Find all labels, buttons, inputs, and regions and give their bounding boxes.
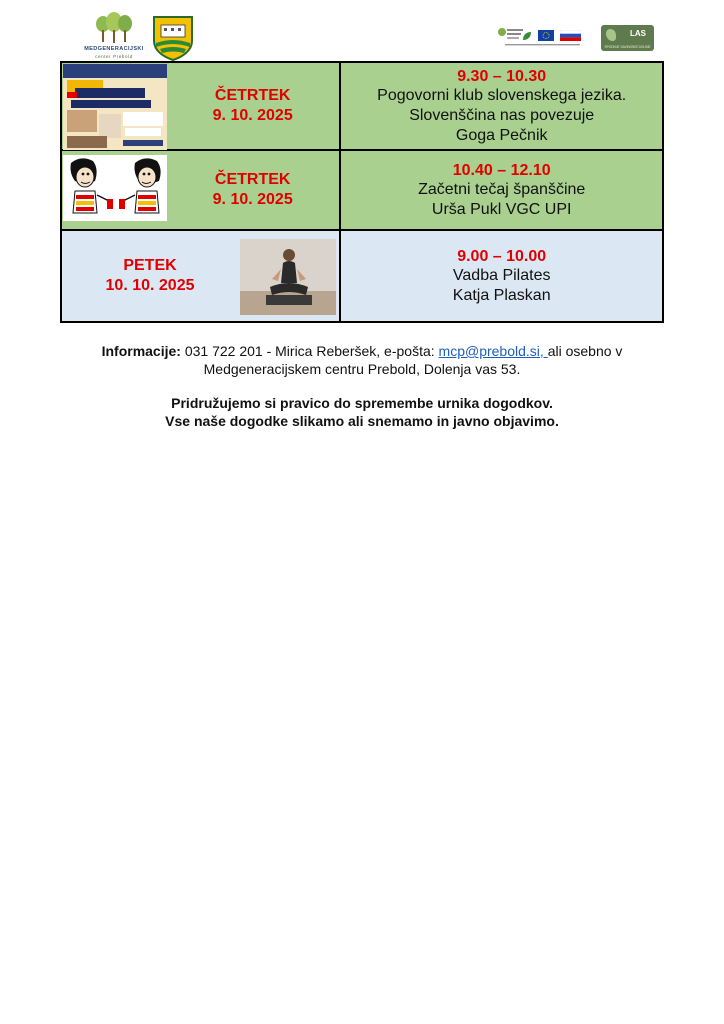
logo-subtitle: center Prebold <box>95 54 133 59</box>
municipality-crest-icon <box>152 15 194 61</box>
las-subtitle: SPODNJE SAVINJSKE DOLINE <box>604 45 651 49</box>
event-details-cell <box>340 150 663 230</box>
cartoon-characters-icon <box>63 155 167 221</box>
event-day: ČETRTEK <box>214 171 291 188</box>
eu-flag-icon <box>538 30 554 41</box>
notice-line-1: Pridružujemo si pravico do spremembe urnika dogodkov. <box>171 395 553 411</box>
yoga-photo-icon <box>240 239 336 315</box>
medgeneracijski-logo <box>84 12 144 62</box>
email-link[interactable]: mcp@prebold.si, <box>438 343 548 359</box>
info-text: 031 722 201 - Mirica Reberšek, e-pošta: <box>180 343 439 359</box>
table-row <box>61 230 663 322</box>
notice-line-2: Vse naše dogodke slikamo ali snemamo in javno objavimo. <box>165 413 559 429</box>
event-date-cell <box>61 62 340 150</box>
event-title: Vadba Pilates <box>452 266 551 284</box>
table-row <box>61 62 663 150</box>
info-address: ali osebno v Medgeneracijskem centru Prebold, Dolenja vas 53. <box>203 343 623 377</box>
event-instructor: Katja Plaskan <box>452 286 551 304</box>
logo-name: MEDGENERACIJSKI <box>84 46 144 52</box>
schedule-table <box>60 61 664 323</box>
event-date: 10. 10. 2025 <box>105 277 195 294</box>
contact-info <box>60 342 664 378</box>
event-instructor: Goga Pečnik <box>455 126 548 144</box>
event-date: 9. 10. 2025 <box>212 107 293 124</box>
event-details-cell <box>340 230 663 322</box>
notice <box>60 394 664 430</box>
funding-text-graphic-icon <box>505 42 580 48</box>
table-row <box>61 150 663 230</box>
event-date-cell <box>61 230 340 322</box>
event-time: 9.30 – 10.30 <box>457 67 547 85</box>
las-logo <box>601 25 654 51</box>
event-time: 9.00 – 10.00 <box>457 247 547 265</box>
las-label: LAS <box>630 29 646 38</box>
event-title: Pogovorni klub slovenskega jezika. <box>377 86 627 104</box>
event-time: 10.40 – 12.10 <box>452 161 551 179</box>
event-date: 9. 10. 2025 <box>212 191 293 208</box>
event-day: ČETRTEK <box>214 87 291 104</box>
event-instructor: Urša Pukl VGC UPI <box>431 200 572 218</box>
slovenia-flag-icon <box>560 30 581 41</box>
flyer-poster-icon <box>63 64 167 150</box>
info-label: Informacije: <box>101 343 181 359</box>
event-date-cell <box>61 150 340 230</box>
green-leaf-logo-icon <box>521 30 533 42</box>
event-day: PETEK <box>123 257 177 274</box>
event-subtitle: Slovenščina nas povezuje <box>409 106 595 124</box>
event-title: Začetni tečaj španščine <box>418 180 586 198</box>
event-details-cell <box>340 62 663 150</box>
